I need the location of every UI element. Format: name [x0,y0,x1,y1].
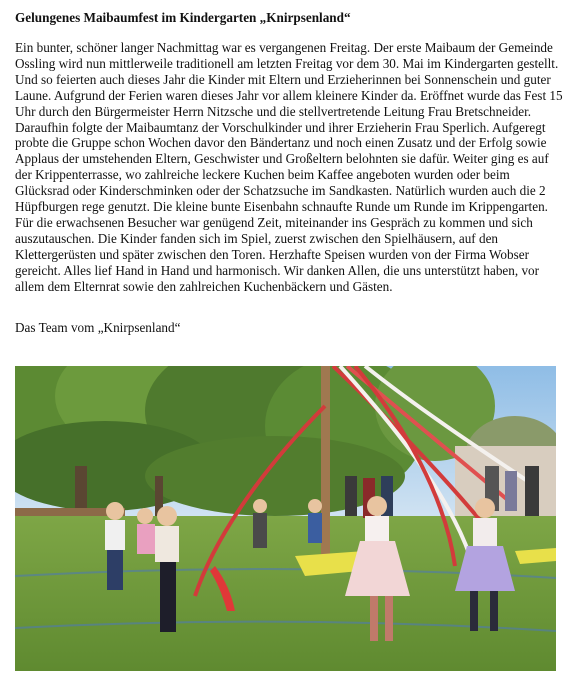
article-paragraph: Ein bunter, schöner langer Nachmittag war es vergangenen Freitag. Der erste Maibaum der Gemeinde Ossling wird nun mittlerweile traditionell am letzten Freitag vor dem 30. Mai im Kindergarten gestellt. Und so feierten auch dieses Jahr die Kinder mit Eltern und Erzieherinnen bei Sonnenschein und guter Laune. Aufgrund der Ferien waren dieses Jahr vor allem kleinere Kinder da. Eröffnet wurde das Fest 15 Uhr durch den Bürgermeister Herrn Nitzsche und die stellvertretende Leitung Frau Bretschneider. Daraufhin folgte der Maibaumtanz der Vorschulkinder und ihrer Erzieherin Frau Sperlich. Aufgeregt probte die Gruppe schon Wochen davor den Bändertanz und noch einen Zusatz und der Erfolg sowie Applaus der umstehenden Eltern, Geschwister und Großeltern belohnten sie dafür. Weiter ging es auf der Krippenterrasse, wo zahlreiche leckere Kuchen beim Kaffee angeboten wurden oder beim Glücksrad oder Kinderschminken oder der Schatzsuche im Sandkasten. Natürlich wurden auch die 2 Hüpfburgen rege genutzt. Die kleine bunte Eisenbahn schnaufte Runde um Runde im Krippengarten. Für die erwachsenen Besucher war genügend Zeit, miteinander ins Gespräch zu kommen und sich auszutauschen. Die Kinder fanden sich im Spiel, zuerst zwischen den Spielhäusern, auf den Klettergerüsten und später zwischen den Toren. Herzhafte Speisen wurden von der Firma Wobser gereicht. Alles lief Hand in Hand und harmonisch. Wir danken Allen, die uns unterstützt haben, vor allem dem Elternrat sowie den zahlreichen Kuchenbäckern und Gästen. [15,40,563,294]
photo-illustration [15,366,556,671]
article-signature: Das Team vom „Knirpsenland“ [15,320,181,335]
article-body [15,40,563,295]
article-title: Gelungenes Maibaumfest im Kindergarten „Knirpsenland“ [15,10,351,25]
maypole-dance-photo [15,366,556,671]
maypole [321,366,330,566]
